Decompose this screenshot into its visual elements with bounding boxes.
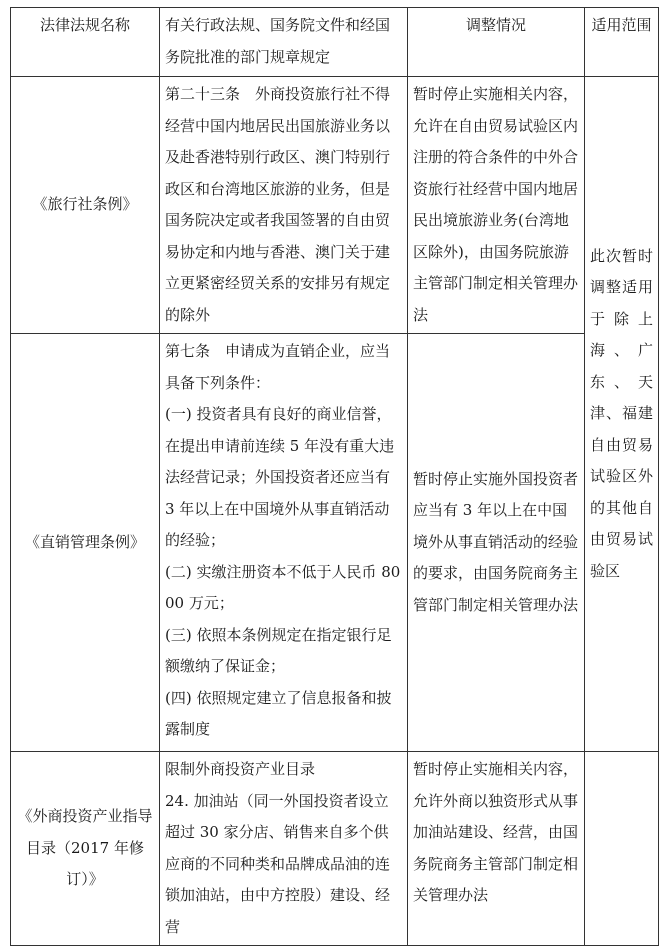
table-header-row	[11, 8, 659, 77]
regulation-table	[10, 7, 659, 946]
adjustment-cell: 暂时停止实施外国投资者应当有 3 年以上在中国境外从事直销活动的经验的要求，由国务院商务主管部门制定相关管理办法	[408, 334, 585, 752]
provision-cell: 第二十三条 外商投资旅行社不得经营中国内地居民出国旅游业务以及赴香港特别行政区、澳门特别行政区和台湾地区旅游的业务，但是国务院决定或者我国签署的自由贸易协定和内地与香港、澳门关于建立更紧密经贸关系的安排另有规定的除外	[160, 77, 408, 334]
provision-line: (二) 实缴注册资本不低于人民币 8000 万元；	[165, 562, 401, 612]
provision-line: 第七条 申请成为直销企业，应当具备下列条件：	[165, 342, 391, 392]
header-provision: 有关行政法规、国务院文件和经国务院批准的部门规章规定	[160, 8, 408, 77]
provision-line: 24. 加油站（同一外国投资者设立超过 30 家分店、销售来自多个供应商的不同种类和品牌成品油的连锁加油站，由中方控股）建设、经营	[165, 791, 391, 936]
header-adjustment: 调整情况	[408, 8, 585, 77]
header-law-name: 法律法规名称	[11, 8, 160, 77]
provision-cell	[160, 752, 408, 946]
empty-scope-cell	[585, 752, 659, 946]
provision-line: (三) 依照本条例规定在指定银行足额缴纳了保证金；	[165, 625, 392, 675]
header-scope: 适用范围	[585, 8, 659, 77]
adjustment-cell: 暂时停止实施相关内容，允许在自由贸易试验区内注册的符合条件的中外合资旅行社经营中国内地居民出境旅游业务(台湾地区除外)，由国务院旅游主管部门制定相关管理办法	[408, 77, 585, 334]
scope-cell: 此次暂时调整适用于除上海、广东、天津、福建自由贸易试验区外的其他自由贸易试验区	[585, 77, 659, 752]
adjustment-cell: 暂时停止实施相关内容，允许外商以独资形式从事加油站建设、经营，由国务院商务主管部门制定相关管理办法	[408, 752, 585, 946]
law-name-cell: 《旅行社条例》	[11, 77, 160, 334]
table-row	[11, 77, 659, 334]
law-name-cell: 《直销管理条例》	[11, 334, 160, 752]
provision-line: (一) 投资者具有良好的商业信誉，在提出申请前连续 5 年没有重大违法经营记录；外国投资者还应当有 3 年以上在中国境外从事直销活动的经验；	[165, 405, 395, 549]
provision-cell	[160, 334, 408, 752]
law-name-cell: 《外商投资产业指导目录（2017 年修订）》	[11, 752, 160, 946]
provision-line: (四) 依照规定建立了信息报备和披露制度	[165, 688, 392, 738]
provision-line: 限制外商投资产业目录	[165, 760, 316, 778]
table-row	[11, 334, 659, 752]
table-row	[11, 752, 659, 946]
